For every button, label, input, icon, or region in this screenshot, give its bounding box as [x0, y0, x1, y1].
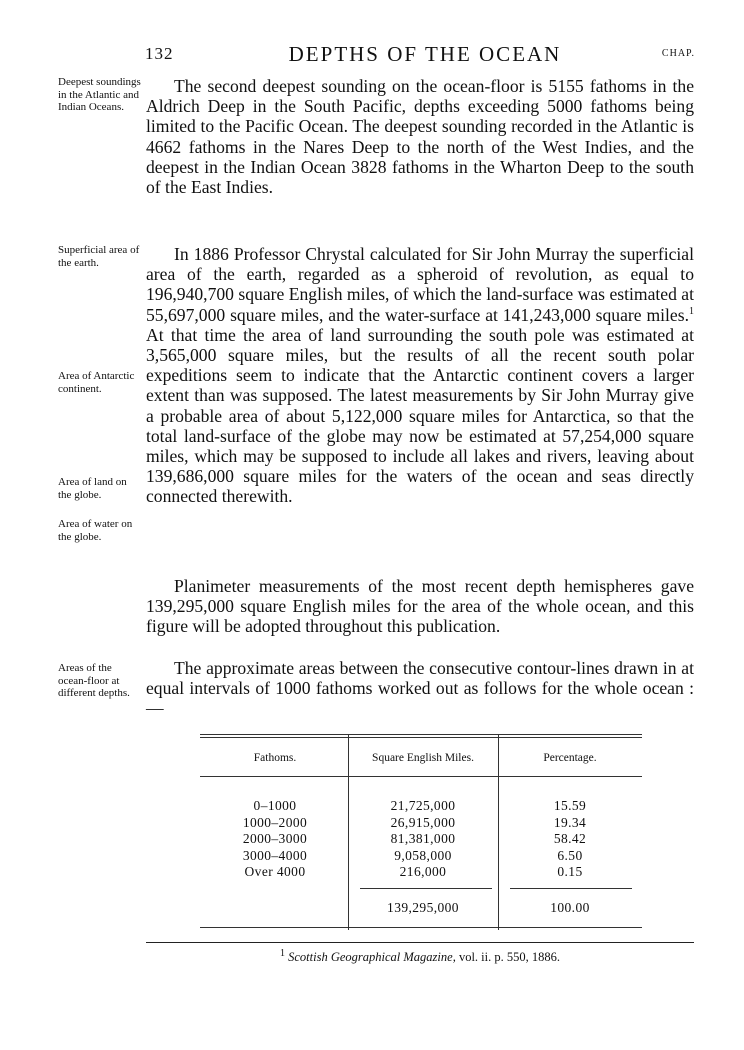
paragraph-contour-areas: The approximate areas between the consecutive contour-lines drawn in at equal intervals of 1000 fathoms worked out as follows for the whole ocean :— [146, 658, 694, 719]
table-column-divider [498, 734, 499, 930]
paragraph-superficial-area: In 1886 Professor Chrystal calculated for Sir John Murray the superficial area of the earth, regarded as a spheroid of revolution, as equal to 196,940,700 square English miles, of which the land-surface was estimated at 55,697,000 square miles, and the water-surface at 141,243,000 square miles.$^1$ At that time the area of land surrounding the south pole was estimated at 3,565,000 square miles, but the results of all the recent south polar expeditions seem to indicate that the Antarctic continent covers a larger extent than was supposed. The latest measurements by Sir John Murray give a probable area of about 5,122,000 square miles for Antarctica, so that the total land-surface of the globe may now be estimated at 57,254,000 square miles, which may be supposed to include all lakes and rivers, leaving about 139,686,000 square miles for the waters of the ocean and seas directly connected therewith. [146, 244, 694, 507]
footnote [146, 947, 694, 965]
footnote-mark: 1 [280, 947, 285, 959]
footnote-journal-title: Scottish Geographical Magazine, [288, 950, 456, 964]
side-note-antarctic-area: Area of Antarctic continent. [58, 370, 135, 395]
footnote-reference: 1 [689, 305, 694, 317]
footnote-citation: vol. ii. p. 550, 1886. [458, 950, 560, 964]
side-note-deepest-soundings: Deepest soundings in the Atlantic and Indian Oceans. [58, 76, 141, 113]
table-row: 0–1000 1000–2000 2000–3000 3000–4000 Over 4000 [242, 798, 308, 880]
table-header-rule [200, 776, 642, 777]
total-square-miles: 139,295,000 [387, 900, 459, 915]
column-header-fathoms: Fathoms. [253, 752, 297, 764]
paragraph-planimeter: Planimeter measurements of the most recent depth hemispheres gave 139,295,000 square English miles for the area of the whole ocean, and this figure will be adopted throughout this publication. [146, 576, 694, 637]
table-row: 15.59 19.34 58.42 6.50 0.15 [553, 798, 587, 880]
running-title: DEPTHS OF THE OCEAN [288, 42, 562, 66]
table-top-rule-double [200, 737, 642, 738]
total-percentage: 100.00 [550, 900, 590, 915]
column-header-square-miles: Square English Miles. [372, 752, 474, 764]
column-header-percentage: Percentage. [543, 752, 597, 764]
total-rule-miles [360, 888, 492, 889]
page-number: 132 [145, 44, 174, 63]
ocean-area-table [200, 734, 642, 930]
table-top-rule [200, 734, 642, 735]
paragraph-deepest-soundings: The second deepest sounding on the ocean-floor is 5155 fathoms in the Aldrich Deep in the South Pacific, depths exceeding 5000 fathoms being limited to the Pacific Ocean. The deepest sounding recorded in the Atlantic is 4662 fathoms in the Nares Deep to the north of the West Indies, and the deepest in the Indian Ocean 3828 fathoms in the Wharton Deep to the south of the East Indies. [146, 76, 694, 198]
footnote-rule [146, 942, 694, 943]
running-header [145, 42, 705, 68]
side-note-superficial-area: Superficial area of the earth. [58, 244, 140, 269]
side-note-land-area: Area of land on the globe. [58, 476, 127, 501]
chapter-abbreviation: CHAP. [661, 48, 695, 59]
total-rule-percentage [510, 888, 632, 889]
side-note-water-area: Area of water on the globe. [58, 518, 133, 543]
side-note-ocean-floor-areas: Areas of the ocean-floor at different depths. [58, 662, 130, 699]
table-row: 21,725,000 26,915,000 81,381,000 9,058,000 216,000 [390, 798, 456, 880]
table-bottom-rule [200, 927, 642, 928]
table-column-divider [348, 734, 349, 930]
